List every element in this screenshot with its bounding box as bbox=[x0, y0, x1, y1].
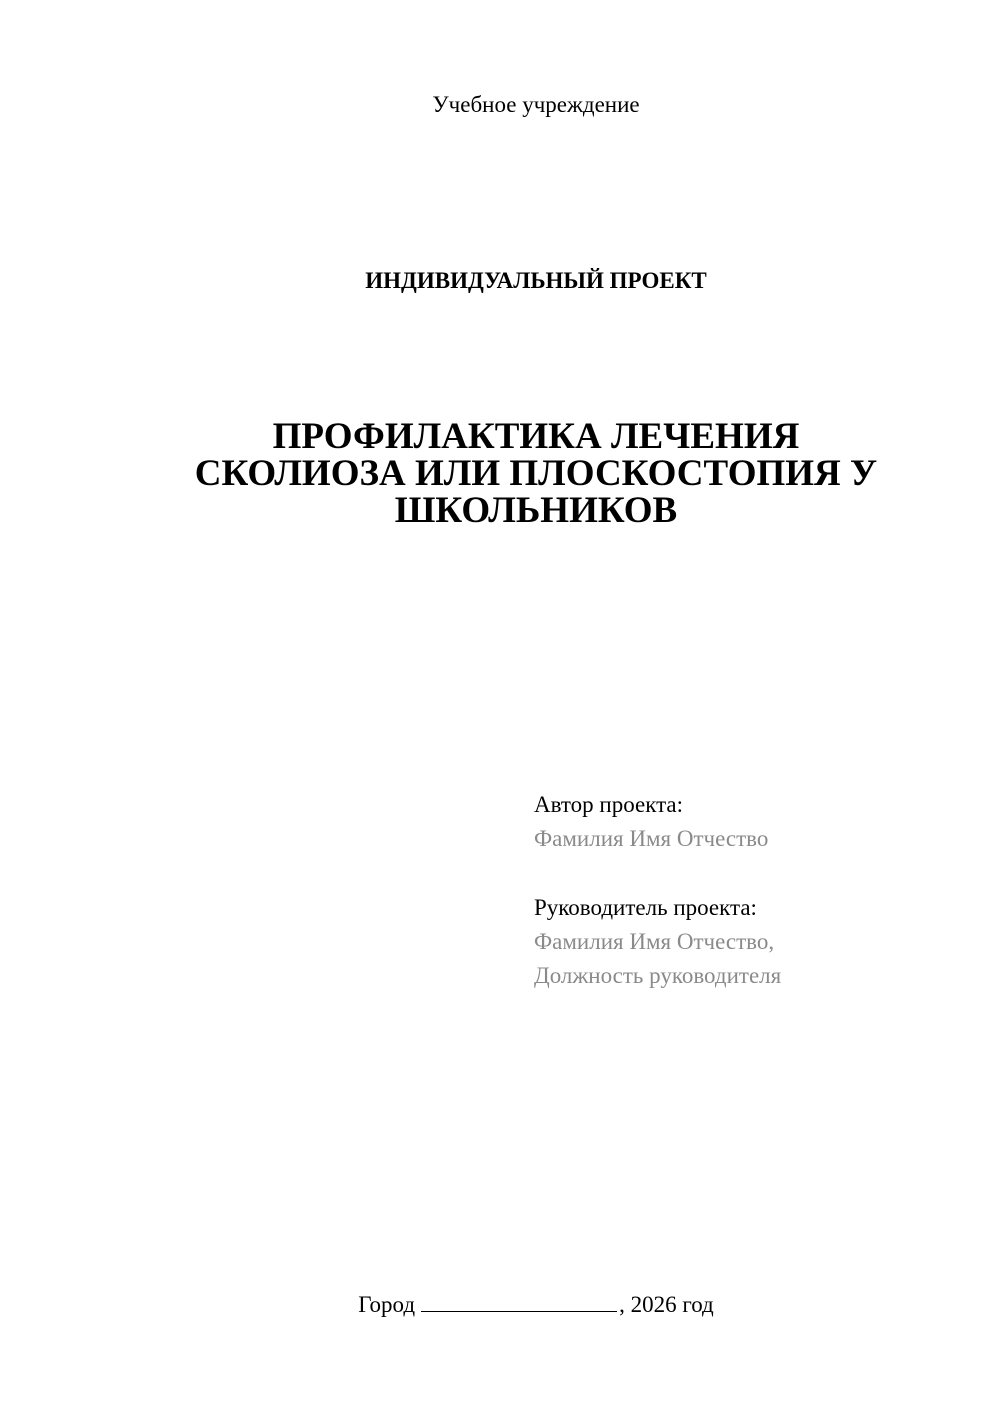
supervisor-label: Руководитель проекта: bbox=[534, 895, 757, 920]
supervisor-block bbox=[534, 891, 974, 993]
city-blank-line bbox=[421, 1291, 617, 1312]
author-name: Фамилия Имя Отчество bbox=[534, 826, 769, 851]
document-type: ИНДИВИДУАЛЬНЫЙ ПРОЕКТ bbox=[365, 268, 707, 293]
year-text: , 2026 год bbox=[619, 1292, 714, 1317]
institution-name: Учебное учреждение bbox=[432, 92, 640, 117]
city-year-line bbox=[0, 1291, 1000, 1319]
city-label: Город bbox=[358, 1292, 416, 1317]
author-label: Автор проекта: bbox=[534, 792, 683, 817]
project-title bbox=[150, 418, 922, 529]
project-title-line: СКОЛИОЗА ИЛИ ПЛОСКОСТОПИЯ У bbox=[194, 453, 878, 494]
project-roles bbox=[534, 788, 974, 1028]
project-title-line: ПРОФИЛАКТИКА ЛЕЧЕНИЯ bbox=[272, 416, 800, 457]
supervisor-position: Должность руководителя bbox=[534, 963, 782, 988]
supervisor-name: Фамилия Имя Отчество, bbox=[534, 929, 775, 954]
project-title-line: ШКОЛЬНИКОВ bbox=[394, 490, 678, 531]
author-block bbox=[534, 788, 974, 856]
